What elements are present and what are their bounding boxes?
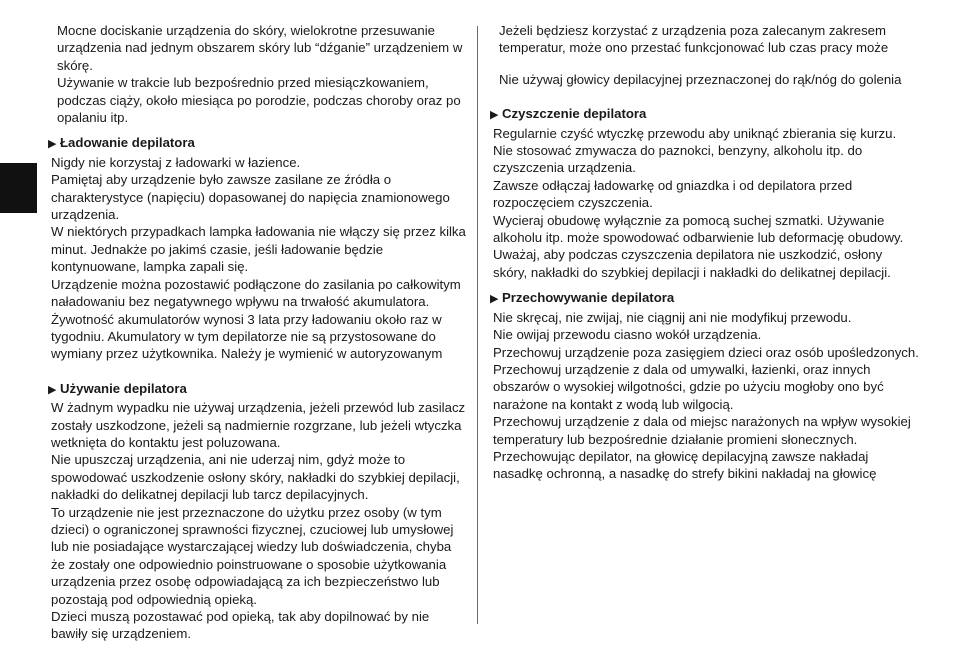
body-paragraph: Urządzenie można pozostawić podłączone do zasilania po całkowitym naładowaniu bez negatywnego wpływu na trwałość akumulatora. xyxy=(51,276,461,310)
body-paragraph: W żadnym wypadku nie używaj urządzenia, jeżeli przewód lub zasilacz zostały uszkodzone, jeżeli są nadmiernie rozgrzane, lub jeżeli wtyczka wetknięta do kontaktu jest poluzowana. xyxy=(51,400,466,450)
right-column xyxy=(490,22,920,483)
body-paragraph: Nie skręcaj, nie zwijaj, nie ciągnij ani nie modyfikuj przewodu. xyxy=(493,309,852,325)
section-heading-cleaning xyxy=(490,105,920,124)
heading-text: Ładowanie depilatora xyxy=(60,135,195,151)
body-paragraph: Przechowuj urządzenie z dala od umywalki, łazienki, oraz innych obszarów o wysokiej wilgotności, gdzie po użyciu mogłoby ono być narażone na kontakt z wodą lub wilgocią. xyxy=(493,361,884,412)
intro-paragraph: Jeżeli będziesz korzystać z urządzenia poza zalecanym zakresem temperatur, może ono przestać funkcjonować lub czas pracy może xyxy=(499,23,889,56)
body-paragraph: Regularnie czyść wtyczkę przewodu aby uniknąć zbierania się kurzu. xyxy=(493,125,897,141)
body-paragraph: Wycieraj obudowę wyłącznie za pomocą suchej szmatki. Używanie alkoholu itp. może spowodować odbarwienie lub deformację obudowy. xyxy=(493,212,904,246)
body-paragraph: Nie stosować zmywacza do paznokci, benzyny, alkoholu itp. do czyszczenia urządzenia. xyxy=(493,143,863,176)
triangle-right-icon: ▶ xyxy=(48,138,57,151)
intro-paragraph: Mocne dociskanie urządzenia do skóry, wielokrotne przesuwanie urządzenia nad jednym obszarem skóry lub “dźganie” urządzeniem w skórę. xyxy=(57,23,463,73)
column-divider xyxy=(477,26,478,624)
language-tab-marker xyxy=(0,163,37,213)
triangle-right-icon: ▶ xyxy=(490,293,499,306)
body-paragraph: Dzieci muszą pozostawać pod opieką, tak aby dopilnować by nie bawiły się urządzeniem. xyxy=(51,609,430,642)
intro-paragraph: Używanie w trakcie lub bezpośrednio przed miesiączkowaniem, podczas ciąży, około miesiąca po porodzie, podczas choroby oraz po opalaniu itp. xyxy=(57,75,461,126)
body-paragraph: To urządzenie nie jest przeznaczone do użytku przez osoby (w tym dzieci) o ograniczonej sprawności fizycznej, czuciowej lub umysłowej lub nie posiadające wystarczającej wiedzy lub doświadczenia, chyba że zostały one odpowiednio poinstruowane o sposobie użytkowania urządzenia przez osobę odpowiadającą za ich bezpieczeństwo lub pozostają pod odpowiednią opieką. xyxy=(51,504,454,607)
body-paragraph: Uważaj, aby podczas czyszczenia depilatora nie uszkodzić, osłony skóry, nakładki do szybkiej depilacji i nakładki do delikatnej depilacji. xyxy=(493,247,891,280)
body-paragraph: Przechowuj urządzenie poza zasięgiem dzieci oraz osób upośledzonych. xyxy=(493,344,919,360)
body-paragraph: Nie upuszczaj urządzenia, ani nie uderzaj nim, gdyż może to spowodować uszkodzenie osłony skóry, nakładki do szybkiej depilacji, nakładki do delikatnej depilacji lub tarcz depilacyjnych. xyxy=(51,452,460,503)
body-paragraph: Pamiętaj aby urządzenie było zawsze zasilane ze źródła o charakterystyce (napięciu) dopasowanej do napięcia znamionowego urządzenia. xyxy=(51,172,450,223)
section-heading-storage xyxy=(490,289,920,308)
body-paragraph: Przechowując depilator, na głowicę depilacyjną zawsze nakładaj nasadkę ochronną, a nasadkę do strefy bikini nakładaj na głowicę xyxy=(493,448,877,482)
body-paragraph: Żywotność akumulatorów wynosi 3 lata przy ładowaniu około raz w tygodniu. Akumulatory w tym depilatorze nie są przystosowane do wymiany przez użytkownika. Należy je wymienić w autoryzowanym xyxy=(51,311,443,362)
heading-text: Przechowywanie depilatora xyxy=(502,290,675,306)
body-paragraph: Przechowuj urządzenie z dala od miejsc narażonych na wpływ wysokiej temperatury lub bezpośrednie działanie promieni słonecznych. xyxy=(493,414,911,447)
triangle-right-icon: ▶ xyxy=(48,383,57,396)
left-column xyxy=(48,22,468,643)
heading-text: Używanie depilatora xyxy=(60,380,187,396)
triangle-right-icon: ▶ xyxy=(490,109,499,122)
intro-paragraph: Nie używaj głowicy depilacyjnej przeznaczonej do rąk/nóg do golenia xyxy=(499,71,902,87)
body-paragraph: W niektórych przypadkach lampka ładowania nie włączy się przez kilka minut. Jednakże po jakimś czasie, jeśli ładowanie będzie kontynuowane, lampka zapali się. xyxy=(51,224,466,275)
section-heading-using xyxy=(48,380,468,399)
section-heading-charging xyxy=(48,134,468,153)
body-paragraph: Nigdy nie korzystaj z ładowarki w łazience. xyxy=(51,154,301,170)
body-paragraph: Nie owijaj przewodu ciasno wokół urządzenia. xyxy=(493,327,762,343)
body-paragraph: Zawsze odłączaj ładowarkę od gniazdka i od depilatora przed rozpoczęciem czyszczenia. xyxy=(493,177,853,211)
heading-text: Czyszczenie depilatora xyxy=(502,106,647,122)
